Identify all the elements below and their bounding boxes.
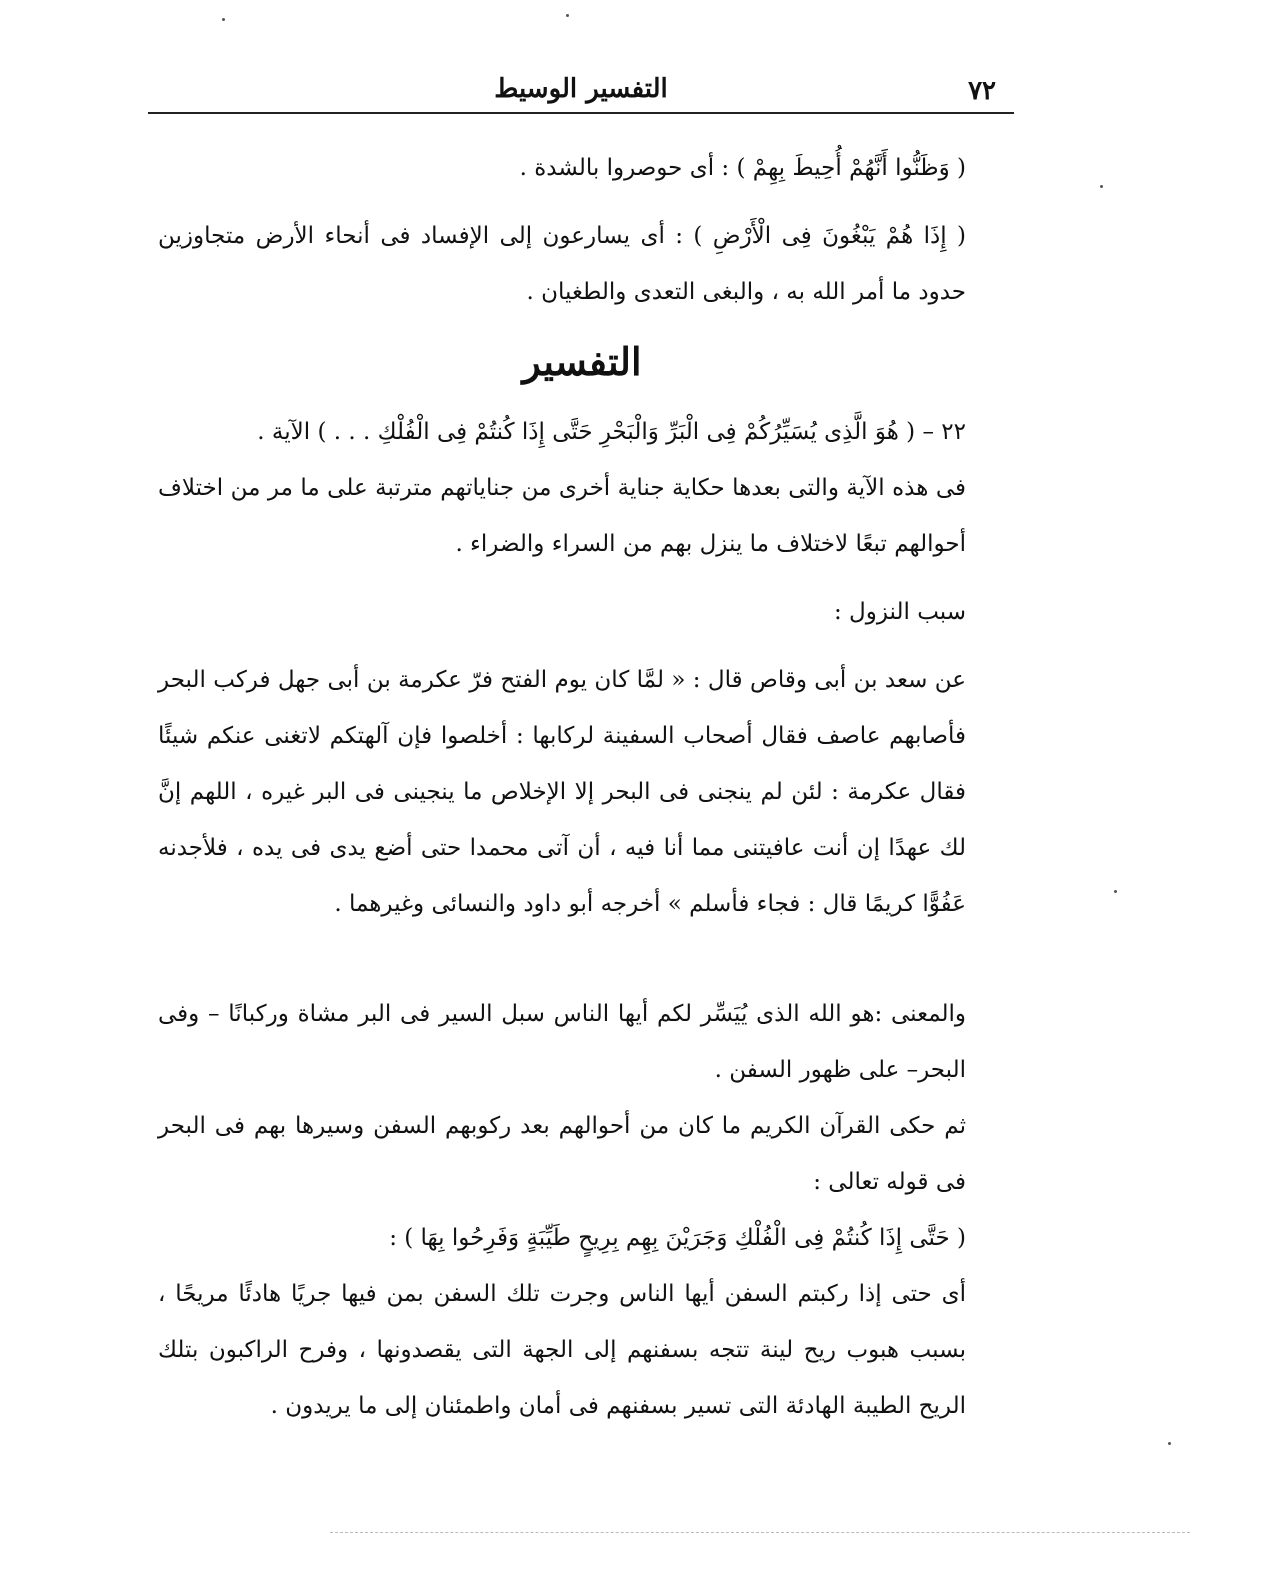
reason-label: سبب النزول : — [833, 599, 966, 625]
footer-divider — [330, 1532, 1190, 1533]
reason-paragraph: عن سعد بن أبى وقاص قال : « لمَّا كان يوم الفتح فرّ عكرمة بن أبى جهل فركب البحر فأصابهم عاصف فقال أصحاب السفينة لركابها : أخلصوا فإن آلهتكم لاتغنى عنكم شيئًا فقال عكرمة : لئن لم ينجنى فى البحر إلا الإخلاص ما ينجينى فى البر غيره ، اللهم إنَّ لك عهدًا إن أنت عافيتنى مما أنا فيه ، أن آتى محمدا حتى أضع يدى فى يده ، فلأجدنه عَفُوًّا كريمًا قال : فجاء فأسلم » أخرجه أبو داود والنسائى وغيرهما . — [158, 667, 966, 917]
vocab-entry-2: ( إِذَا هُمْ يَبْغُونَ فِى الْأَرْضِ ) : أى يسارعون إلى الإفساد فى أنحاء الأرض متجاوزين حدود ما أمر الله به ، والبغى التعدى والطغيان . — [158, 223, 966, 305]
then-paragraph: ثم حكى القرآن الكريم ما كان من أحوالهم بعد ركوبهم السفن وسيرها بهم فى البحر فى قوله تعالى : — [158, 1113, 966, 1195]
vocab-entry-1: ( وَظَنُّوا أَنَّهُمْ أُحِيطَ بِهِمْ ) : أى حوصروا بالشدة . — [519, 155, 966, 181]
section-heading: التفسير — [522, 339, 642, 384]
page-body — [158, 140, 1006, 1434]
page-number: ٧٢ — [968, 76, 996, 106]
page-header — [148, 70, 1014, 114]
scan-speck — [566, 14, 569, 17]
meaning-paragraph: والمعنى :هو الله الذى يُيَسِّر لكم أيها الناس سبل السير فى البر مشاة وركبانًا – وفى البحر– على ظهور السفن . — [158, 1001, 966, 1083]
verse-heading: ٢٢ – ( هُوَ الَّذِى يُسَيِّرُكُمْ فِى الْبَرِّ وَالْبَحْرِ حَتَّى إِذَا كُنتُمْ فِى الْفُلْكِ . . . ) الآية . — [257, 419, 966, 445]
scan-speck — [1168, 1442, 1171, 1445]
explanation-paragraph: أى حتى إذا ركبتم السفن أيها الناس وجرت تلك السفن بمن فيها جريًا هادئًا مريحًا ، بسبب هبوب ريح لينة تتجه بسفنهم إلى الجهة التى يقصدونها ، وفرح الراكبون بتلك الريح الطيبة الهادئة التى تسير بسفنهم فى أمان واطمئنان إلى ما يريدون . — [158, 1281, 966, 1419]
verse-quote: ( حَتَّى إِذَا كُنتُمْ فِى الْفُلْكِ وَجَرَيْنَ بِهِم بِرِيحٍ طَيِّبَةٍ وَفَرِحُوا بِهَا ) : — [389, 1225, 966, 1251]
scan-speck — [1100, 185, 1103, 188]
scan-speck — [222, 18, 225, 21]
intro-paragraph: فى هذه الآية والتى بعدها حكاية جناية أخرى من جناياتهم مترتبة على ما مر من اختلاف أحوالهم تبعًا لاختلاف ما ينزل بهم من السراء والضراء . — [158, 475, 966, 557]
running-title: التفسير الوسيط — [494, 74, 668, 104]
scan-speck — [1114, 890, 1117, 893]
